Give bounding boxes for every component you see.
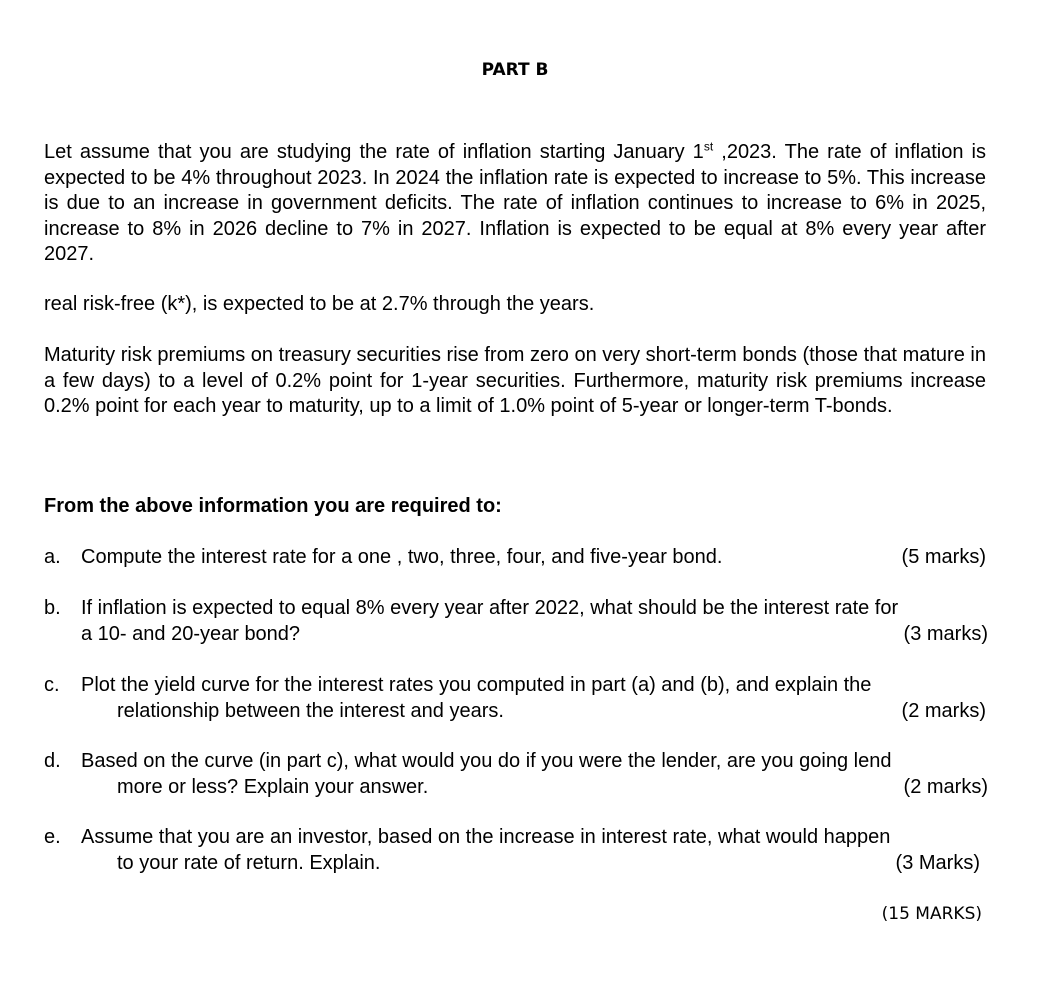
question-marks: (2 marks) (901, 699, 986, 722)
inflation-paragraph (44, 140, 986, 268)
question-text-cont: relationship between the interest and years. (117, 699, 504, 722)
question-text-cont: to your rate of return. Explain. (117, 851, 381, 874)
question-text-cont: more or less? Explain your answer. (117, 775, 429, 798)
ordinal-superscript: st (703, 139, 714, 154)
question-c (44, 673, 988, 724)
question-text: Compute the interest rate for a one , two, three, four, and five-year bond. (81, 546, 723, 568)
question-a (44, 545, 988, 571)
question-letter: b. (44, 597, 61, 619)
page-title: PART B (481, 60, 549, 80)
question-letter: d. (44, 750, 61, 772)
total-marks: (15 MARKS) (881, 904, 982, 924)
maturity-risk-paragraph: Maturity risk premiums on treasury securities rise from zero on very short-term bonds (those that mature in a few days) to a level of 0.2% point for 1-year securities. Furthermore, maturity risk premiums increase 0.2% point for each year to maturity, up to a limit of 1.0% point of 5-year or longer-term T-bonds. (44, 344, 986, 417)
question-marks: (5 marks) (901, 546, 986, 568)
question-b (44, 596, 988, 647)
question-text: Plot the yield curve for the interest rates you computed in part (a) and (b), and explain the (81, 674, 872, 696)
question-marks: (3 marks) (903, 622, 988, 645)
question-marks: (3 Marks) (895, 851, 980, 874)
question-letter: c. (44, 674, 60, 696)
question-text: Based on the curve (in part c), what would you do if you were the lender, are you going lend (81, 750, 892, 772)
question-d (44, 749, 988, 800)
question-text: If inflation is expected to equal 8% every year after 2022, what should be the interest rate for (81, 597, 899, 619)
question-text: Assume that you are an investor, based on the increase in interest rate, what would happen (81, 826, 891, 848)
inflation-text-end: ,2023. The rate of inflation is expected to be 4% throughout 2023. In 2024 the inflation rate is expected to increase to 5%. This increase is due to an increase in government deficits. The rate of inflation continues to increase to 6% in 2025, increase to 8% in 2026 decline to 7% in 2027. Inflation is expected to be equal at 8% every year after 2027. (44, 141, 986, 265)
risk-free-paragraph: real risk-free (k*), is expected to be at 2.7% through the years. (44, 293, 595, 315)
question-text-cont: a 10- and 20-year bond? (81, 622, 301, 645)
question-marks: (2 marks) (903, 775, 988, 798)
requirement-heading: From the above information you are required to: (44, 495, 502, 517)
inflation-text-start: Let assume that you are studying the rate of inflation starting January 1 (44, 141, 704, 163)
question-e (44, 825, 988, 876)
question-letter: a. (44, 546, 61, 568)
question-letter: e. (44, 826, 61, 848)
